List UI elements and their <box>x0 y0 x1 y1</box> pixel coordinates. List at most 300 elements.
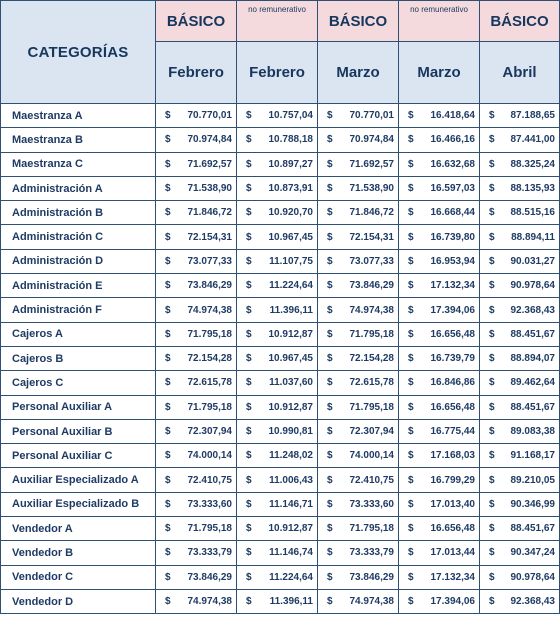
header-row-type <box>1 1 560 42</box>
amount: 11.248,02 <box>269 450 313 462</box>
amount: 73.333,60 <box>349 498 394 510</box>
value-cell <box>156 322 237 346</box>
currency-symbol: $ <box>489 255 495 267</box>
value-cell <box>399 589 480 613</box>
value-cell <box>399 346 480 370</box>
amount: 89.210,05 <box>510 474 555 486</box>
amount: 16.953,94 <box>430 255 475 267</box>
value-cell <box>480 249 560 273</box>
amount: 16.775,44 <box>430 426 475 437</box>
value-cell <box>237 468 318 492</box>
currency-symbol: $ <box>165 231 171 243</box>
value-cell <box>156 128 237 152</box>
value-cell <box>480 346 560 370</box>
table-row <box>1 346 560 370</box>
category-cell: Cajeros C <box>1 371 156 395</box>
currency-symbol: $ <box>165 280 171 292</box>
amount: 90.346,99 <box>510 498 555 510</box>
value-cell <box>156 492 237 516</box>
value-cell <box>480 541 560 565</box>
amount: 10.912,87 <box>268 401 313 413</box>
table-row <box>1 322 560 346</box>
table-row <box>1 492 560 516</box>
table-row <box>1 128 560 152</box>
currency-symbol: $ <box>408 231 414 243</box>
amount: 10.990,81 <box>268 426 313 437</box>
amount: 11.037,60 <box>269 377 313 389</box>
value-cell <box>399 176 480 200</box>
currency-symbol: $ <box>246 328 252 340</box>
value-cell <box>399 468 480 492</box>
amount: 17.013,44 <box>430 547 475 559</box>
amount: 87.188,65 <box>510 110 555 122</box>
value-cell <box>237 492 318 516</box>
amount: 72.154,28 <box>349 353 394 365</box>
table-row <box>1 444 560 468</box>
amount: 10.912,87 <box>268 523 313 535</box>
currency-symbol: $ <box>489 280 495 292</box>
value-cell <box>480 444 560 468</box>
currency-symbol: $ <box>489 547 495 559</box>
value-cell <box>480 298 560 322</box>
value-cell <box>480 492 560 516</box>
value-cell <box>399 444 480 468</box>
currency-symbol: $ <box>246 353 252 365</box>
value-cell <box>318 371 399 395</box>
amount: 74.974,38 <box>349 304 394 316</box>
category-cell: Auxiliar Especializado A <box>1 468 156 492</box>
value-cell <box>237 201 318 225</box>
value-cell <box>480 225 560 249</box>
amount: 17.168,03 <box>430 450 475 462</box>
currency-symbol: $ <box>327 498 333 510</box>
currency-symbol: $ <box>165 255 171 267</box>
amount: 72.307,94 <box>187 426 232 437</box>
amount: 16.418,64 <box>430 110 475 122</box>
amount: 10.967,45 <box>268 353 313 365</box>
value-cell <box>399 274 480 298</box>
value-cell <box>237 395 318 419</box>
amount: 87.441,00 <box>510 134 555 146</box>
value-cell <box>318 176 399 200</box>
currency-symbol: $ <box>408 377 414 389</box>
amount: 70.974,84 <box>187 134 232 146</box>
amount: 73.846,29 <box>349 571 394 583</box>
amount: 71.538,90 <box>187 183 232 195</box>
currency-symbol: $ <box>246 474 252 486</box>
value-cell <box>399 249 480 273</box>
currency-symbol: $ <box>408 450 414 462</box>
table-row <box>1 249 560 273</box>
amount: 17.132,34 <box>430 571 475 583</box>
value-cell <box>237 225 318 249</box>
currency-symbol: $ <box>327 110 333 122</box>
amount: 71.846,72 <box>187 207 232 219</box>
amount: 71.795,18 <box>349 328 394 340</box>
amount: 16.799,29 <box>430 474 475 486</box>
value-cell <box>399 152 480 176</box>
amount: 73.333,79 <box>187 547 232 559</box>
currency-symbol: $ <box>327 304 333 316</box>
amount: 89.462,64 <box>510 377 555 389</box>
value-cell <box>237 128 318 152</box>
table-row <box>1 589 560 613</box>
currency-symbol: $ <box>489 596 495 608</box>
amount: 17.394,06 <box>430 596 475 608</box>
category-cell: Vendedor C <box>1 565 156 589</box>
value-cell <box>318 517 399 541</box>
currency-symbol: $ <box>408 183 414 195</box>
amount: 16.739,80 <box>430 231 475 243</box>
value-cell <box>318 249 399 273</box>
table-row <box>1 565 560 589</box>
currency-symbol: $ <box>489 426 495 437</box>
amount: 17.013,40 <box>430 498 475 510</box>
currency-symbol: $ <box>246 523 252 535</box>
amount: 11.224,64 <box>269 280 313 292</box>
table-row <box>1 298 560 322</box>
value-cell <box>480 395 560 419</box>
value-cell <box>237 419 318 443</box>
amount: 73.333,79 <box>349 547 394 559</box>
currency-symbol: $ <box>489 110 495 122</box>
currency-symbol: $ <box>327 547 333 559</box>
value-cell <box>318 492 399 516</box>
currency-symbol: $ <box>165 183 171 195</box>
amount: 74.974,38 <box>187 596 232 608</box>
currency-symbol: $ <box>408 255 414 267</box>
amount: 72.154,31 <box>187 231 232 243</box>
currency-symbol: $ <box>327 426 333 437</box>
table-row <box>1 274 560 298</box>
table-row <box>1 152 560 176</box>
value-cell <box>156 565 237 589</box>
currency-symbol: $ <box>327 523 333 535</box>
currency-symbol: $ <box>408 110 414 122</box>
currency-symbol: $ <box>408 280 414 292</box>
value-cell <box>237 444 318 468</box>
value-cell <box>156 371 237 395</box>
amount: 71.795,18 <box>349 401 394 413</box>
currency-symbol: $ <box>165 377 171 389</box>
amount: 89.083,38 <box>510 426 555 437</box>
currency-symbol: $ <box>246 158 252 170</box>
amount: 90.347,24 <box>510 547 555 559</box>
amount: 72.615,78 <box>187 377 232 389</box>
amount: 71.795,18 <box>187 328 232 340</box>
amount: 88.325,24 <box>510 158 555 170</box>
currency-symbol: $ <box>165 547 171 559</box>
currency-symbol: $ <box>489 377 495 389</box>
currency-symbol: $ <box>408 353 414 365</box>
value-cell <box>399 517 480 541</box>
value-cell <box>480 152 560 176</box>
value-cell <box>156 176 237 200</box>
currency-symbol: $ <box>246 450 252 462</box>
value-cell <box>156 274 237 298</box>
value-cell <box>480 104 560 128</box>
value-cell <box>237 541 318 565</box>
amount: 16.668,44 <box>430 207 475 219</box>
value-cell <box>318 298 399 322</box>
value-cell <box>318 419 399 443</box>
currency-symbol: $ <box>165 207 171 219</box>
currency-symbol: $ <box>246 134 252 146</box>
value-cell <box>318 225 399 249</box>
value-cell <box>156 589 237 613</box>
value-cell <box>156 419 237 443</box>
category-cell: Personal Auxiliar B <box>1 419 156 443</box>
currency-symbol: $ <box>246 231 252 243</box>
currency-symbol: $ <box>246 304 252 316</box>
category-cell: Administración F <box>1 298 156 322</box>
amount: 17.132,34 <box>430 280 475 292</box>
currency-symbol: $ <box>408 134 414 146</box>
currency-symbol: $ <box>327 280 333 292</box>
amount: 72.154,28 <box>187 353 232 365</box>
amount: 91.168,17 <box>510 450 555 462</box>
amount: 90.978,64 <box>510 571 555 583</box>
value-cell <box>318 565 399 589</box>
value-cell <box>237 517 318 541</box>
amount: 16.656,48 <box>430 523 475 535</box>
value-cell <box>156 541 237 565</box>
value-cell <box>480 201 560 225</box>
amount: 72.307,94 <box>349 426 394 437</box>
currency-symbol: $ <box>408 523 414 535</box>
amount: 71.692,57 <box>187 158 232 170</box>
currency-symbol: $ <box>327 183 333 195</box>
value-cell <box>237 274 318 298</box>
currency-symbol: $ <box>246 255 252 267</box>
amount: 72.154,31 <box>349 231 394 243</box>
amount: 88.894,07 <box>510 353 555 365</box>
category-cell: Maestranza C <box>1 152 156 176</box>
amount: 16.466,16 <box>430 134 475 146</box>
category-cell: Auxiliar Especializado B <box>1 492 156 516</box>
amount: 16.597,03 <box>430 183 475 195</box>
value-cell <box>237 346 318 370</box>
currency-symbol: $ <box>408 474 414 486</box>
currency-symbol: $ <box>165 523 171 535</box>
amount: 16.739,79 <box>430 353 475 365</box>
currency-symbol: $ <box>246 596 252 608</box>
amount: 16.656,48 <box>430 401 475 413</box>
amount: 71.795,18 <box>187 523 232 535</box>
value-cell <box>156 346 237 370</box>
table-row <box>1 468 560 492</box>
currency-symbol: $ <box>489 158 495 170</box>
amount: 73.846,29 <box>187 571 232 583</box>
table-row <box>1 541 560 565</box>
value-cell <box>480 371 560 395</box>
amount: 92.368,43 <box>510 596 555 608</box>
table-row <box>1 225 560 249</box>
currency-symbol: $ <box>246 426 252 437</box>
amount: 71.795,18 <box>187 401 232 413</box>
currency-symbol: $ <box>327 231 333 243</box>
currency-symbol: $ <box>327 207 333 219</box>
currency-symbol: $ <box>489 571 495 583</box>
value-cell <box>318 104 399 128</box>
amount: 92.368,43 <box>510 304 555 316</box>
amount: 71.795,18 <box>349 523 394 535</box>
category-cell: Maestranza A <box>1 104 156 128</box>
amount: 10.757,04 <box>268 110 313 122</box>
value-cell <box>237 249 318 273</box>
category-cell: Administración D <box>1 249 156 273</box>
amount: 11.146,71 <box>269 498 313 510</box>
currency-symbol: $ <box>165 304 171 316</box>
currency-symbol: $ <box>246 401 252 413</box>
col-month-header: Abril <box>480 42 560 104</box>
amount: 74.000,14 <box>187 450 232 462</box>
amount: 17.394,06 <box>430 304 475 316</box>
currency-symbol: $ <box>165 498 171 510</box>
col-month-header: Febrero <box>156 42 237 104</box>
currency-symbol: $ <box>327 401 333 413</box>
currency-symbol: $ <box>408 304 414 316</box>
currency-symbol: $ <box>327 450 333 462</box>
value-cell <box>237 152 318 176</box>
value-cell <box>318 541 399 565</box>
currency-symbol: $ <box>408 547 414 559</box>
amount: 70.770,01 <box>349 110 394 122</box>
amount: 88.451,67 <box>510 328 555 340</box>
col-type-header: no remunerativo <box>237 1 318 42</box>
value-cell <box>480 419 560 443</box>
value-cell <box>399 541 480 565</box>
value-cell <box>156 104 237 128</box>
value-cell <box>237 298 318 322</box>
currency-symbol: $ <box>165 426 171 437</box>
currency-symbol: $ <box>327 474 333 486</box>
amount: 16.846,86 <box>430 377 475 389</box>
value-cell <box>237 371 318 395</box>
category-cell: Personal Auxiliar A <box>1 395 156 419</box>
amount: 88.894,11 <box>511 231 555 243</box>
value-cell <box>237 322 318 346</box>
value-cell <box>399 492 480 516</box>
col-month-header: Marzo <box>399 42 480 104</box>
currency-symbol: $ <box>408 498 414 510</box>
category-cell: Administración A <box>1 176 156 200</box>
currency-symbol: $ <box>327 353 333 365</box>
category-cell: Maestranza B <box>1 128 156 152</box>
value-cell <box>318 395 399 419</box>
currency-symbol: $ <box>408 158 414 170</box>
col-type-header: no remunerativo <box>399 1 480 42</box>
amount: 11.224,64 <box>269 571 313 583</box>
currency-symbol: $ <box>327 571 333 583</box>
currency-symbol: $ <box>489 353 495 365</box>
value-cell <box>318 346 399 370</box>
currency-symbol: $ <box>327 134 333 146</box>
value-cell <box>156 249 237 273</box>
amount: 88.451,67 <box>510 523 555 535</box>
currency-symbol: $ <box>165 110 171 122</box>
amount: 88.135,93 <box>510 183 555 195</box>
value-cell <box>156 225 237 249</box>
amount: 11.146,74 <box>269 547 313 559</box>
category-cell: Administración C <box>1 225 156 249</box>
value-cell <box>399 322 480 346</box>
currency-symbol: $ <box>246 207 252 219</box>
currency-symbol: $ <box>408 426 414 437</box>
amount: 73.077,33 <box>349 255 394 267</box>
value-cell <box>480 589 560 613</box>
table-row <box>1 395 560 419</box>
value-cell <box>480 176 560 200</box>
value-cell <box>399 104 480 128</box>
currency-symbol: $ <box>246 498 252 510</box>
currency-symbol: $ <box>489 134 495 146</box>
value-cell <box>156 298 237 322</box>
currency-symbol: $ <box>165 474 171 486</box>
currency-symbol: $ <box>408 328 414 340</box>
currency-symbol: $ <box>246 183 252 195</box>
amount: 11.107,75 <box>269 255 313 267</box>
amount: 88.515,16 <box>510 207 555 219</box>
amount: 73.333,60 <box>187 498 232 510</box>
value-cell <box>318 589 399 613</box>
amount: 73.846,29 <box>187 280 232 292</box>
currency-symbol: $ <box>246 377 252 389</box>
currency-symbol: $ <box>327 255 333 267</box>
currency-symbol: $ <box>165 328 171 340</box>
amount: 10.788,18 <box>268 134 313 146</box>
amount: 72.410,75 <box>349 474 394 486</box>
currency-symbol: $ <box>165 571 171 583</box>
value-cell <box>318 322 399 346</box>
amount: 71.846,72 <box>349 207 394 219</box>
currency-symbol: $ <box>489 304 495 316</box>
currency-symbol: $ <box>165 450 171 462</box>
value-cell <box>480 468 560 492</box>
amount: 16.632,68 <box>430 158 475 170</box>
currency-symbol: $ <box>489 450 495 462</box>
currency-symbol: $ <box>489 474 495 486</box>
amount: 74.974,38 <box>187 304 232 316</box>
amount: 11.396,11 <box>269 596 313 608</box>
col-type-header: BÁSICO <box>318 1 399 42</box>
value-cell <box>237 104 318 128</box>
amount: 90.978,64 <box>510 280 555 292</box>
value-cell <box>480 274 560 298</box>
currency-symbol: $ <box>489 498 495 510</box>
amount: 74.974,38 <box>349 596 394 608</box>
currency-symbol: $ <box>246 110 252 122</box>
value-cell <box>156 201 237 225</box>
currency-symbol: $ <box>165 353 171 365</box>
categories-header: CATEGORÍAS <box>1 1 156 104</box>
amount: 90.031,27 <box>510 255 555 267</box>
value-cell <box>399 371 480 395</box>
amount: 10.967,45 <box>268 231 313 243</box>
category-cell: Cajeros B <box>1 346 156 370</box>
value-cell <box>156 152 237 176</box>
currency-symbol: $ <box>489 328 495 340</box>
amount: 73.077,33 <box>187 255 232 267</box>
col-type-header: BÁSICO <box>156 1 237 42</box>
category-cell: Personal Auxiliar C <box>1 444 156 468</box>
amount: 10.897,27 <box>268 158 313 170</box>
category-cell: Administración B <box>1 201 156 225</box>
value-cell <box>399 395 480 419</box>
amount: 11.396,11 <box>269 304 313 316</box>
value-cell <box>480 322 560 346</box>
value-cell <box>156 517 237 541</box>
